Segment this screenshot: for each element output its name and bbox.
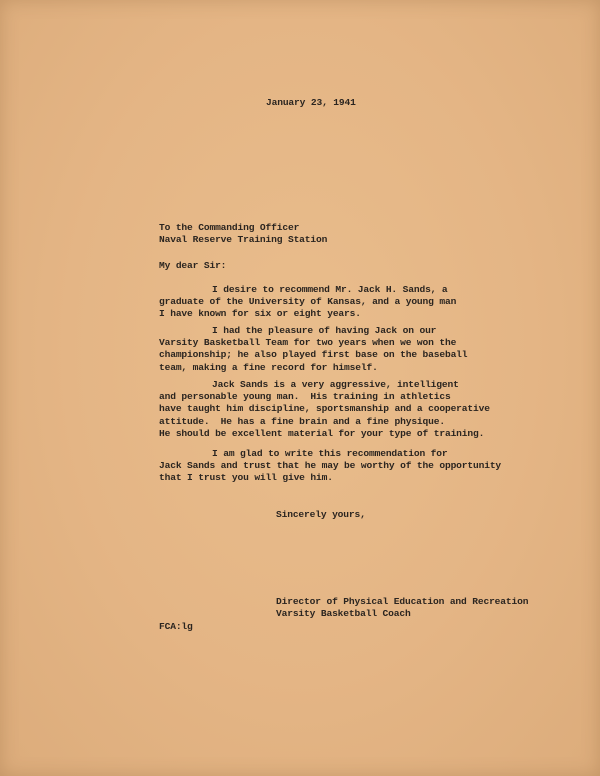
paragraph-line: team, making a fine record for himself. (159, 361, 378, 373)
paragraph-line: Varsity Basketball Team for two years when we won the (159, 337, 457, 349)
paragraph-line: I have known for six or eight years. (159, 308, 361, 320)
paragraph-line: Jack Sands is a very aggressive, intelligent (212, 379, 459, 390)
paragraph-line: Jack Sands and trust that he may be worthy of the opportunity (159, 460, 502, 472)
recipient-line: To the Commanding Officer (159, 222, 300, 233)
recipient-block (159, 222, 327, 246)
reference-initials: FCA:lg (159, 621, 193, 632)
recipient-line: Naval Reserve Training Station (159, 234, 328, 246)
salutation: My dear Sir: (159, 260, 227, 271)
paragraph-line: championship; he also played first base on the baseball (159, 349, 468, 361)
paragraph-line: He should be excellent material for your type of training. (159, 427, 485, 439)
paragraph-line: and personable young man. His training in athletics (159, 391, 451, 403)
paragraph-2 (159, 325, 467, 374)
paragraph-line: have taught him discipline, sportsmanship and a cooperative (159, 403, 490, 415)
signature-title-line: Director of Physical Education and Recreation (276, 596, 529, 607)
signature-title (276, 596, 528, 620)
signature-title-line: Varsity Basketball Coach (276, 608, 411, 620)
paragraph-1 (159, 284, 456, 321)
closing: Sincerely yours, (276, 509, 366, 520)
paragraph-line: I had the pleasure of having Jack on our (212, 325, 437, 336)
letter-date: January 23, 1941 (266, 97, 356, 108)
paragraph-4 (159, 448, 501, 485)
paragraph-line: I desire to recommend Mr. Jack H. Sands, a (212, 284, 448, 295)
paragraph-3 (159, 379, 490, 440)
paragraph-line: graduate of the University of Kansas, and a young man (159, 296, 457, 308)
paragraph-line: that I trust you will give him. (159, 472, 333, 484)
paragraph-line: I am glad to write this recommendation for (212, 448, 448, 459)
paragraph-line: attitude. He has a fine brain and a fine physique. (159, 415, 445, 427)
